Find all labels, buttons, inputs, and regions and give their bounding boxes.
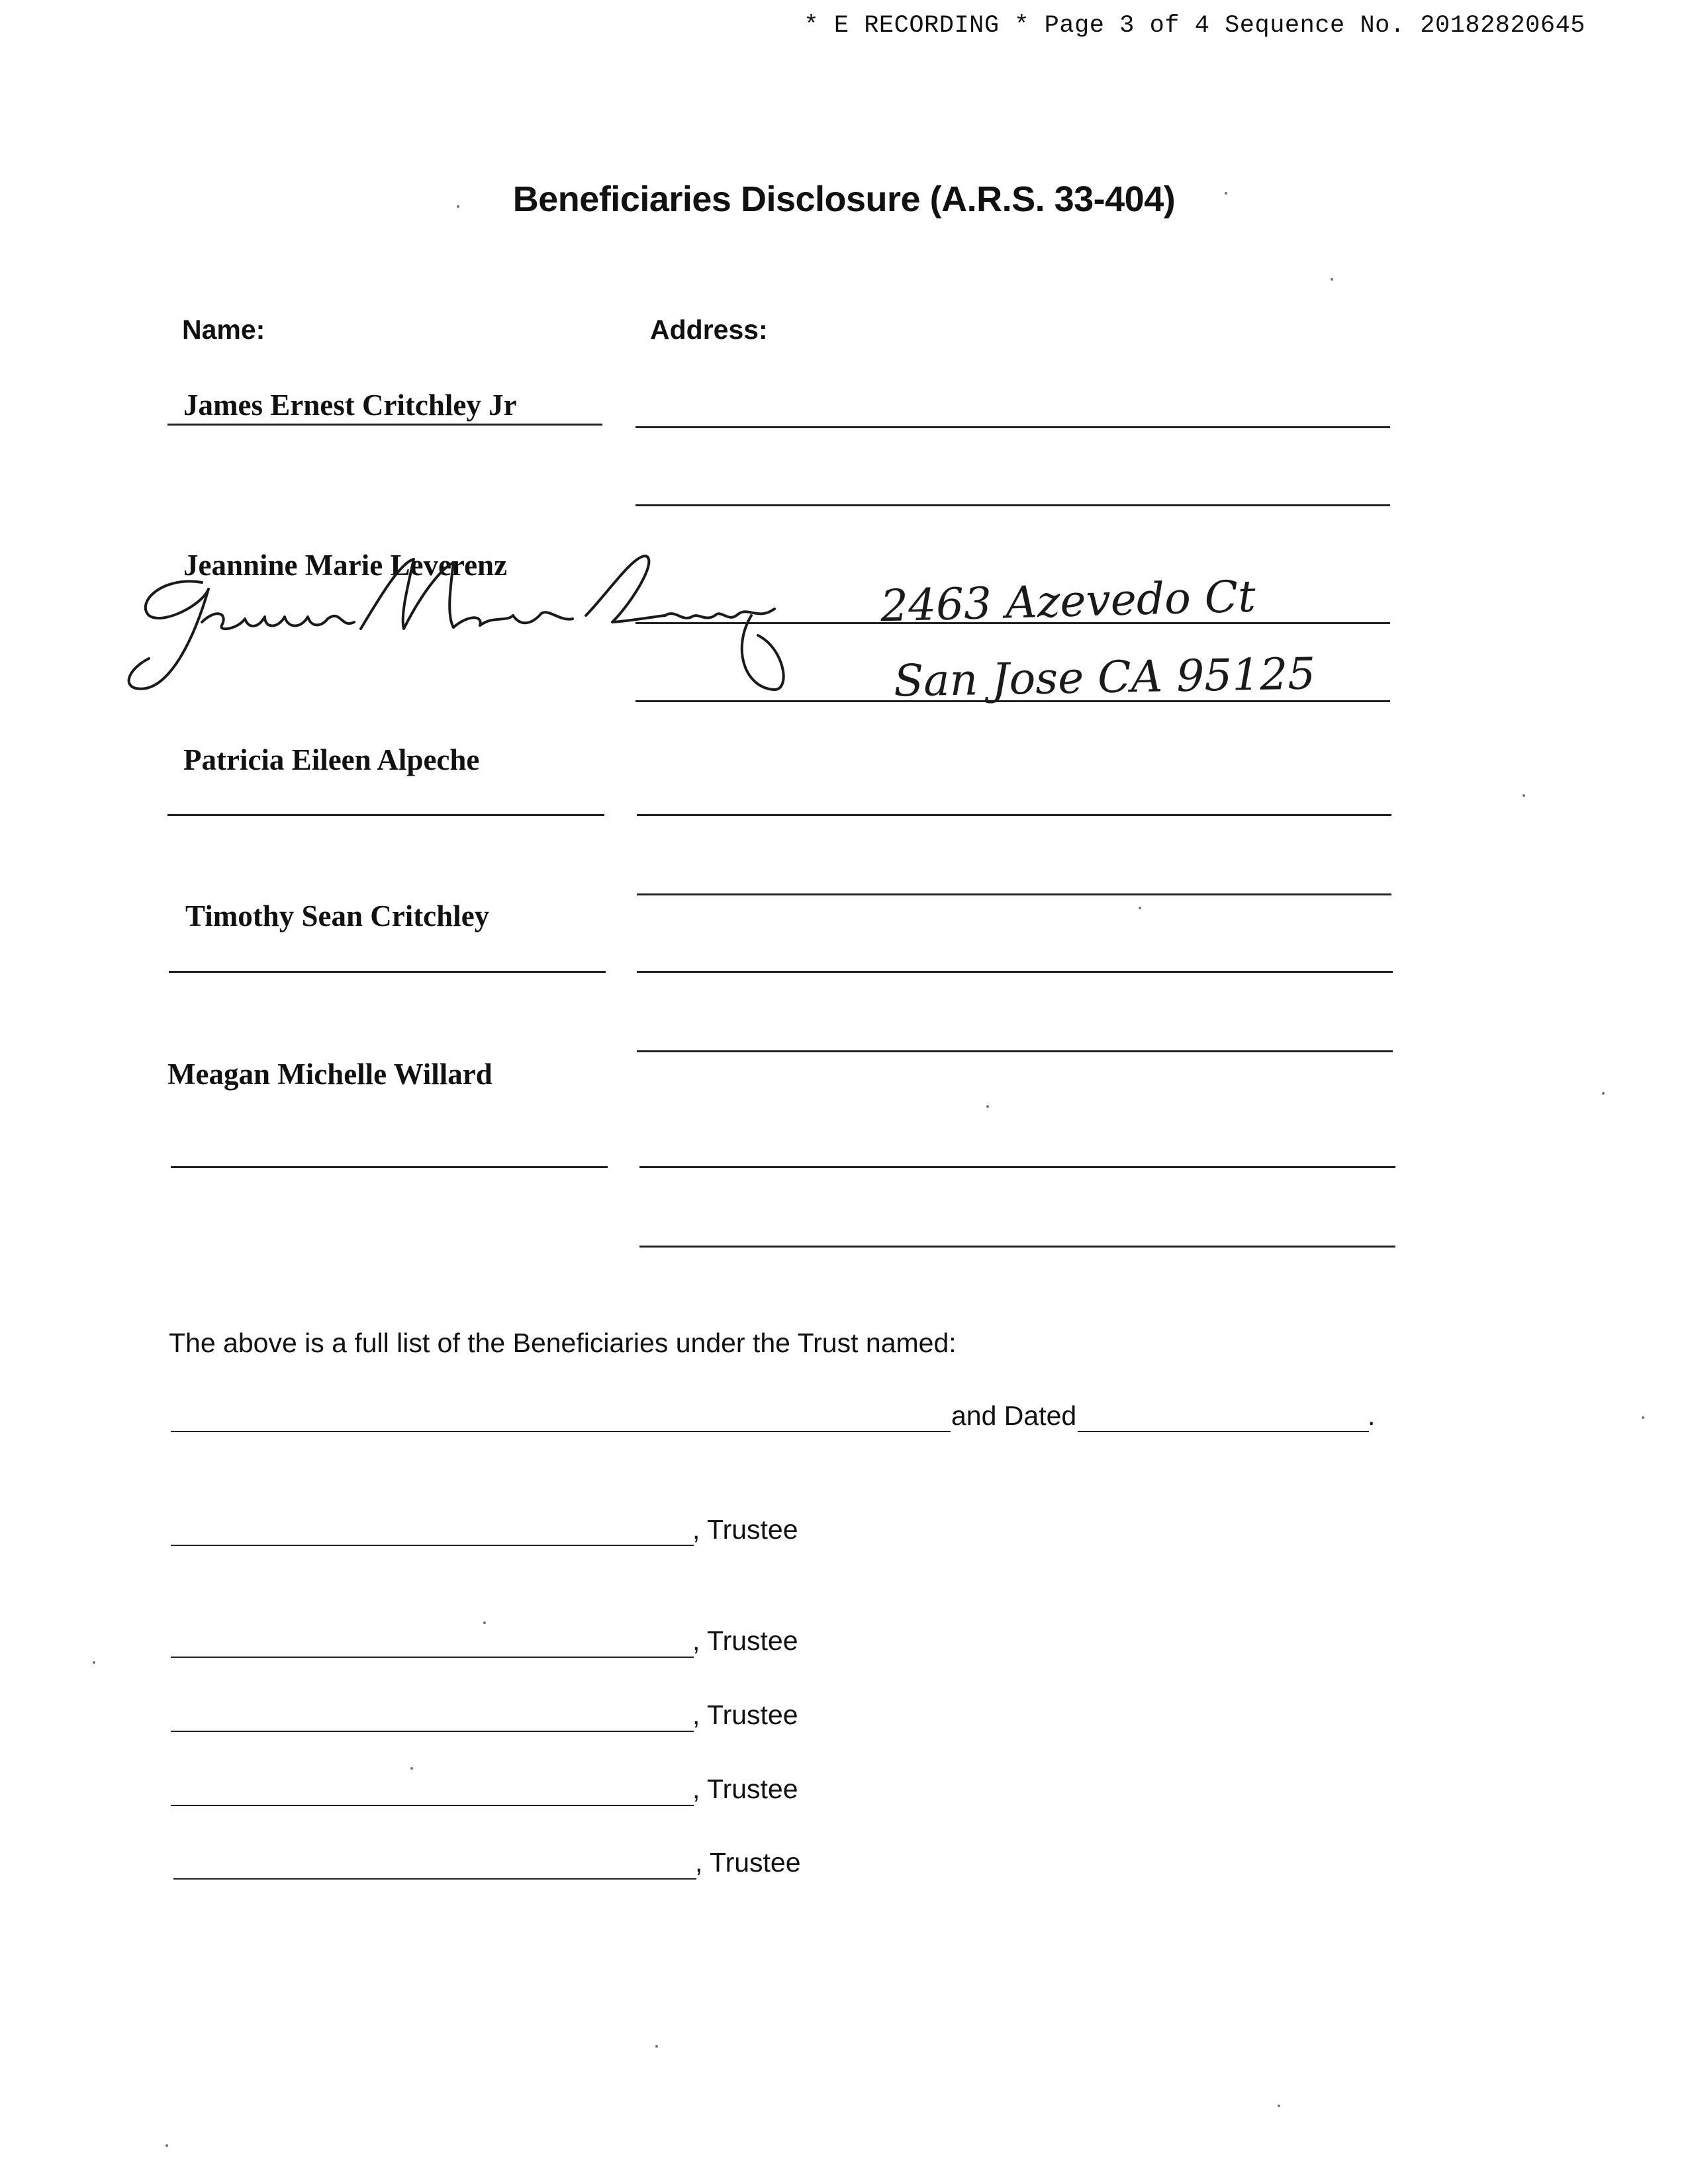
name-line-4 <box>169 971 606 973</box>
trust-statement: The above is a full list of the Beneficiaries under the Trust named: <box>169 1328 957 1358</box>
trustee-line-1 <box>171 1545 694 1546</box>
address-line-1a <box>635 426 1390 428</box>
beneficiary-name-4: Timothy Sean Critchley <box>185 899 490 933</box>
trustee-line-4 <box>171 1805 694 1806</box>
name-line-3 <box>167 814 604 816</box>
scan-speck <box>1642 1416 1644 1419</box>
trustee-label-2: , Trustee <box>692 1625 798 1656</box>
date-line <box>1078 1431 1369 1432</box>
trustee-line-3 <box>171 1731 694 1732</box>
scan-speck <box>1523 794 1525 797</box>
name-line-5 <box>171 1166 608 1168</box>
dated-period: . <box>1368 1400 1376 1431</box>
scan-speck <box>1225 192 1227 195</box>
scan-speck <box>93 1661 95 1664</box>
address-line-1b <box>635 504 1390 506</box>
scan-speck <box>1278 2105 1280 2107</box>
recording-header: * E RECORDING * Page 3 of 4 Sequence No. 20182820645 <box>804 12 1585 40</box>
trustee-line-5 <box>173 1878 696 1880</box>
scan-speck <box>410 1767 413 1770</box>
beneficiary-name-5: Meagan Michelle Willard <box>167 1058 492 1091</box>
scan-speck <box>1139 907 1141 909</box>
address-line-5a <box>639 1166 1395 1168</box>
scan-speck <box>457 205 459 208</box>
handwritten-address-line1: 2463 Azevedo Ct <box>880 570 1256 632</box>
handwritten-address-line2: San Jose CA 95125 <box>893 648 1316 707</box>
scan-speck <box>1331 278 1333 281</box>
trustee-line-2 <box>171 1657 694 1658</box>
scan-speck <box>986 1105 989 1108</box>
trustee-label-5: , Trustee <box>695 1847 801 1878</box>
trustee-label-1: , Trustee <box>692 1514 798 1545</box>
address-line-3a <box>637 814 1391 816</box>
beneficiary-name-3: Patricia Eileen Alpeche <box>183 743 480 776</box>
scan-speck <box>655 2045 658 2048</box>
trustee-label-4: , Trustee <box>692 1774 798 1804</box>
address-column-label: Address: <box>650 314 768 345</box>
scan-speck <box>483 1621 486 1624</box>
beneficiary-name-2: Jeannine Marie Leverenz <box>183 549 508 582</box>
address-line-3b <box>637 893 1391 895</box>
beneficiary-signature <box>122 543 784 715</box>
name-line-1 <box>167 424 602 426</box>
name-column-label: Name: <box>182 314 265 345</box>
address-line-5b <box>639 1246 1395 1248</box>
dated-label: and Dated <box>951 1400 1077 1431</box>
trustee-label-3: , Trustee <box>692 1700 798 1730</box>
address-line-4a <box>637 971 1393 973</box>
beneficiary-name-1: James Ernest Critchley Jr <box>183 388 517 422</box>
address-line-4b <box>637 1050 1393 1052</box>
scan-speck <box>1602 1092 1605 1095</box>
scan-speck <box>165 2144 168 2147</box>
page-title: Beneficiaries Disclosure (A.R.S. 33-404) <box>512 179 1176 219</box>
trust-name-line <box>171 1431 951 1432</box>
